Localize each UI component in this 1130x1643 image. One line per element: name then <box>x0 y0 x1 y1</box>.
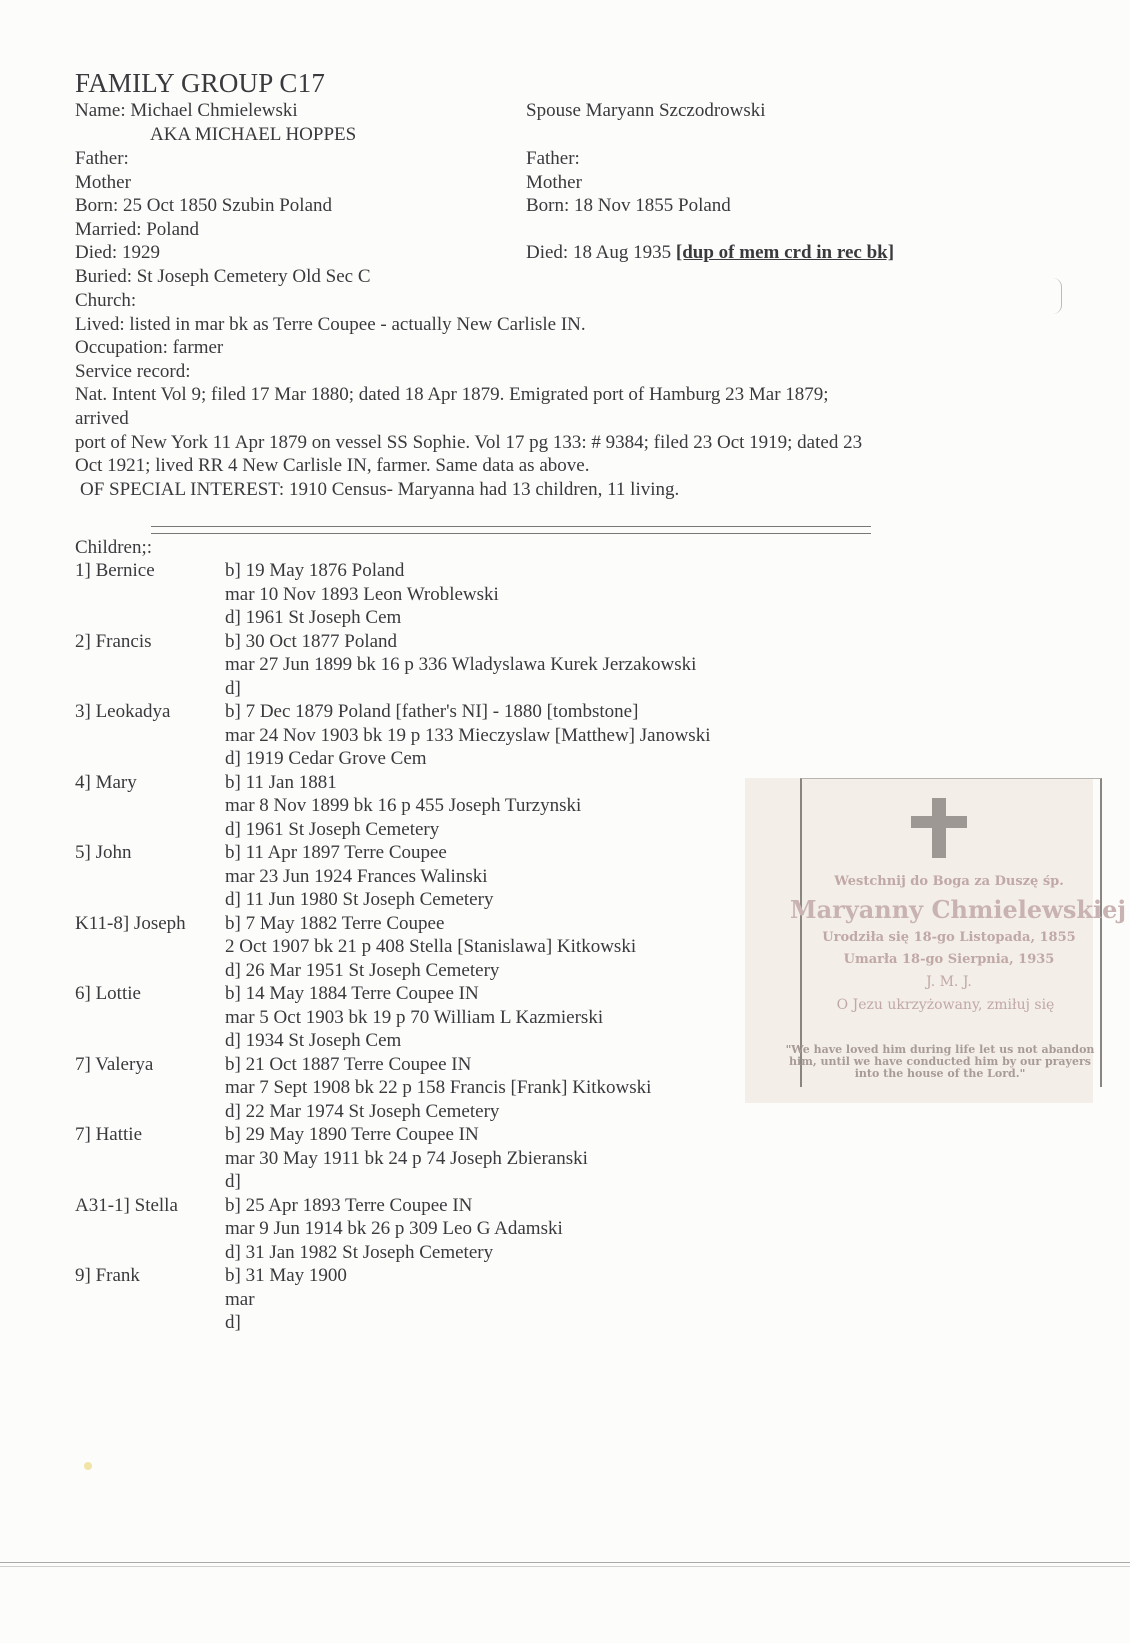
child-death-line: d] 1919 Cedar Grove Cem <box>225 748 427 769</box>
spouse-died-note: [dup of mem crd in rec bk] <box>675 242 895 263</box>
aka-line: AKA MICHAEL HOPPES <box>150 124 357 145</box>
spouse-mother-line: Mother <box>526 172 582 193</box>
memorial-card-image <box>745 778 1127 1103</box>
child-marriage-line: mar 30 May 1911 bk 24 p 74 Joseph Zbieranski <box>225 1147 588 1169</box>
bottom-rule <box>0 1562 1130 1567</box>
church-line: Church: <box>75 290 137 311</box>
child-death-line: d] 1961 St Joseph Cem <box>225 607 402 628</box>
stain-spot <box>84 1462 92 1470</box>
card-line-6: O Jezu ukrzyżowany, zmiłuj się <box>836 997 1055 1013</box>
child-marriage-line: mar 7 Sept 1908 bk 22 p 158 Francis [Frank] Kitkowski <box>225 1077 652 1098</box>
lived-line: Lived: listed in mar bk as Terre Coupee - actually New Carlisle IN. <box>75 314 586 335</box>
child-marriage-line: 2 Oct 1907 bk 21 p 408 Stella [Stanislawa] Kitkowski <box>225 936 637 957</box>
child-death-line: d] <box>225 1312 241 1333</box>
card-line-3: Urodziła się 18-go Listopada, 1855 <box>822 930 1076 945</box>
child-birth-line: b] 30 Oct 1877 Poland <box>225 630 398 652</box>
child-birth-line: b] 29 May 1890 Terre Coupee IN <box>225 1124 479 1145</box>
buried-line: Buried: St Joseph Cemetery Old Sec C <box>75 266 371 287</box>
naturalization-line-4: Oct 1921; lived RR 4 New Carlisle IN, farmer. Same data as above. <box>75 455 590 476</box>
child-birth-line: b] 11 Jan 1881 <box>225 771 337 793</box>
children-header: Children;: <box>75 537 153 558</box>
naturalization-line-2: arrived <box>75 408 129 429</box>
child-birth-line: b] 31 May 1900 <box>225 1265 347 1286</box>
child-death-line: d] 1934 St Joseph Cem <box>225 1030 402 1051</box>
child-name: 9] Frank <box>75 1265 140 1286</box>
spouse-died-line <box>526 242 894 264</box>
spouse-father-line: Father: <box>526 148 580 169</box>
naturalization-line-1: Nat. Intent Vol 9; filed 17 Mar 1880; dated 18 Apr 1879. Emigrated port of Hamburg 23 Mar 1879; <box>75 384 829 405</box>
child-name: 6] Lottie <box>75 983 141 1004</box>
child-name: 7] Hattie <box>75 1124 143 1145</box>
naturalization-line-3: port of New York 11 Apr 1879 on vessel SS Sophie. Vol 17 pg 133: # 9384; filed 23 Oct 1919; dated 23 <box>75 432 863 453</box>
child-death-line: d] 1961 St Joseph Cemetery <box>225 818 440 840</box>
child-name: 3] Leokadya <box>75 701 171 722</box>
section-divider <box>151 526 871 534</box>
child-marriage-line: mar 9 Jun 1914 bk 26 p 309 Leo G Adamski <box>225 1218 563 1239</box>
child-death-line: d] <box>225 677 241 699</box>
child-name: 1] Bernice <box>75 560 155 581</box>
child-name: A31-1] Stella <box>75 1194 178 1216</box>
card-line-4: Umarła 18-go Sierpnia, 1935 <box>843 952 1055 967</box>
cross-icon-bar <box>911 816 967 828</box>
cross-icon <box>932 798 946 858</box>
margin-bracket-mark <box>1053 278 1062 314</box>
child-death-line: d] 26 Mar 1951 St Joseph Cemetery <box>225 959 500 981</box>
child-death-line: d] <box>225 1171 241 1192</box>
child-birth-line: b] 19 May 1876 Poland <box>225 560 405 581</box>
child-marriage-line: mar 27 Jun 1899 bk 16 p 336 Wladyslawa Kurek Jerzakowski <box>225 654 697 675</box>
card-line-1: Westchnij do Boga za Duszę śp. <box>834 874 1064 889</box>
mother-line: Mother <box>75 172 131 193</box>
child-marriage-line: mar <box>225 1288 255 1310</box>
name-line: Name: Michael Chmielewski <box>75 100 298 121</box>
card-line-7: "We have loved him during life let us not abandon him, until we have conducted him by our prayers into the house of the Lord." <box>785 1043 1095 1080</box>
child-birth-line: b] 14 May 1884 Terre Coupee IN <box>225 983 479 1004</box>
child-marriage-line: mar 24 Nov 1903 bk 19 p 133 Mieczyslaw [Matthew] Janowski <box>225 724 711 746</box>
spouse-died-text: Died: 18 Aug 1935 <box>526 242 676 263</box>
child-name: 5] John <box>75 842 132 863</box>
child-birth-line: b] 11 Apr 1897 Terre Coupee <box>225 842 447 863</box>
child-name: 2] Francis <box>75 630 152 652</box>
child-marriage-line: mar 10 Nov 1893 Leon Wroblewski <box>225 583 499 605</box>
child-birth-line: b] 7 May 1882 Terre Coupee <box>225 912 445 934</box>
child-death-line: d] 11 Jun 1980 St Joseph Cemetery <box>225 889 494 910</box>
spouse-line: Spouse Maryann Szczodrowski <box>526 100 766 121</box>
child-birth-line: b] 21 Oct 1887 Terre Coupee IN <box>225 1053 472 1075</box>
occupation-line: Occupation: farmer <box>75 337 224 358</box>
child-death-line: d] 31 Jan 1982 St Joseph Cemetery <box>225 1241 494 1263</box>
card-line-5: J. M. J. <box>926 974 972 990</box>
married-line: Married: Poland <box>75 219 200 240</box>
child-marriage-line: mar 8 Nov 1899 bk 16 p 455 Joseph Turzynski <box>225 795 582 816</box>
child-name: 7] Valerya <box>75 1053 154 1075</box>
page-title: FAMILY GROUP C17 <box>75 68 326 98</box>
service-line: Service record: <box>75 361 191 382</box>
card-line-2: Maryanny Chmielewskiej <box>790 895 1127 924</box>
special-interest-line: OF SPECIAL INTEREST: 1910 Census- Maryanna had 13 children, 11 living. <box>80 479 680 500</box>
father-line: Father: <box>75 148 129 169</box>
child-birth-line: b] 25 Apr 1893 Terre Coupee IN <box>225 1194 473 1216</box>
child-death-line: d] 22 Mar 1974 St Joseph Cemetery <box>225 1100 500 1122</box>
child-birth-line: b] 7 Dec 1879 Poland [father's NI] - 1880 [tombstone] <box>225 701 639 722</box>
child-marriage-line: mar 23 Jun 1924 Frances Walinski <box>225 865 488 887</box>
died-line: Died: 1929 <box>75 242 160 263</box>
spouse-born-line: Born: 18 Nov 1855 Poland <box>526 195 731 216</box>
born-line: Born: 25 Oct 1850 Szubin Poland <box>75 195 333 216</box>
child-marriage-line: mar 5 Oct 1903 bk 19 p 70 William L Kazmierski <box>225 1006 604 1028</box>
child-name: 4] Mary <box>75 771 137 793</box>
child-name: K11-8] Joseph <box>75 912 186 934</box>
